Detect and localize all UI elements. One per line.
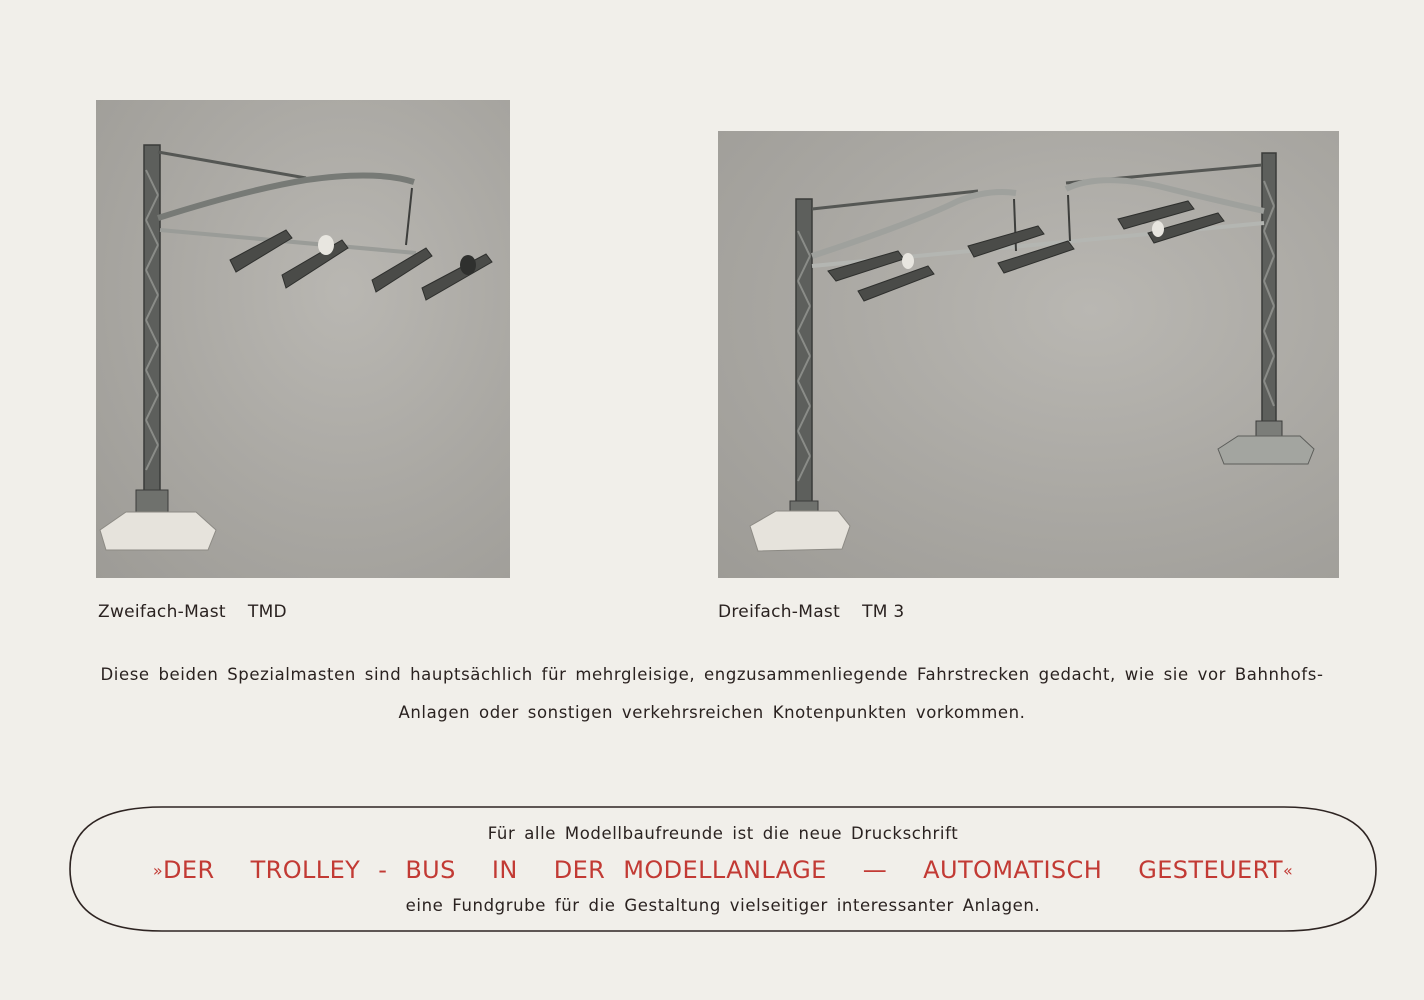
description-line-1: Diese beiden Spezialmasten sind hauptsächlich für mehrgleisige, engzusammenliegende Fahrstrecken gedacht, wie sie vor Bahnhofs-	[100, 665, 1324, 684]
promo-title-text: DER TROLLEY - BUS IN DER MODELLANLAGE — AUTOMATISCH GESTEUERT	[163, 856, 1283, 884]
caption-model: TM 3	[862, 602, 905, 622]
quote-close: «	[1282, 861, 1294, 880]
photo-tmd-double-mast	[96, 100, 510, 578]
promo-outro: eine Fundgrube für die Gestaltung vielseitiger interessanter Anlagen.	[405, 896, 1041, 915]
quote-open: »	[152, 861, 164, 880]
description-line-2: Anlagen oder sonstigen verkehrsreichen Knotenpunkten vorkommen.	[398, 703, 1026, 722]
mast-illustration-tmd	[96, 100, 510, 578]
caption-tmd	[98, 602, 287, 622]
promo-title	[68, 856, 1378, 884]
caption-name: Zweifach-Mast	[98, 602, 226, 622]
caption-tm3	[718, 602, 905, 622]
mast-illustration-tm3	[718, 131, 1339, 578]
promo-frame	[68, 806, 1378, 932]
promo-intro: Für alle Modellbaufreunde ist die neue Druckschrift	[487, 824, 959, 843]
caption-model: TMD	[247, 602, 287, 622]
caption-name: Dreifach-Mast	[718, 602, 841, 622]
photo-tm3-triple-mast	[718, 131, 1339, 578]
